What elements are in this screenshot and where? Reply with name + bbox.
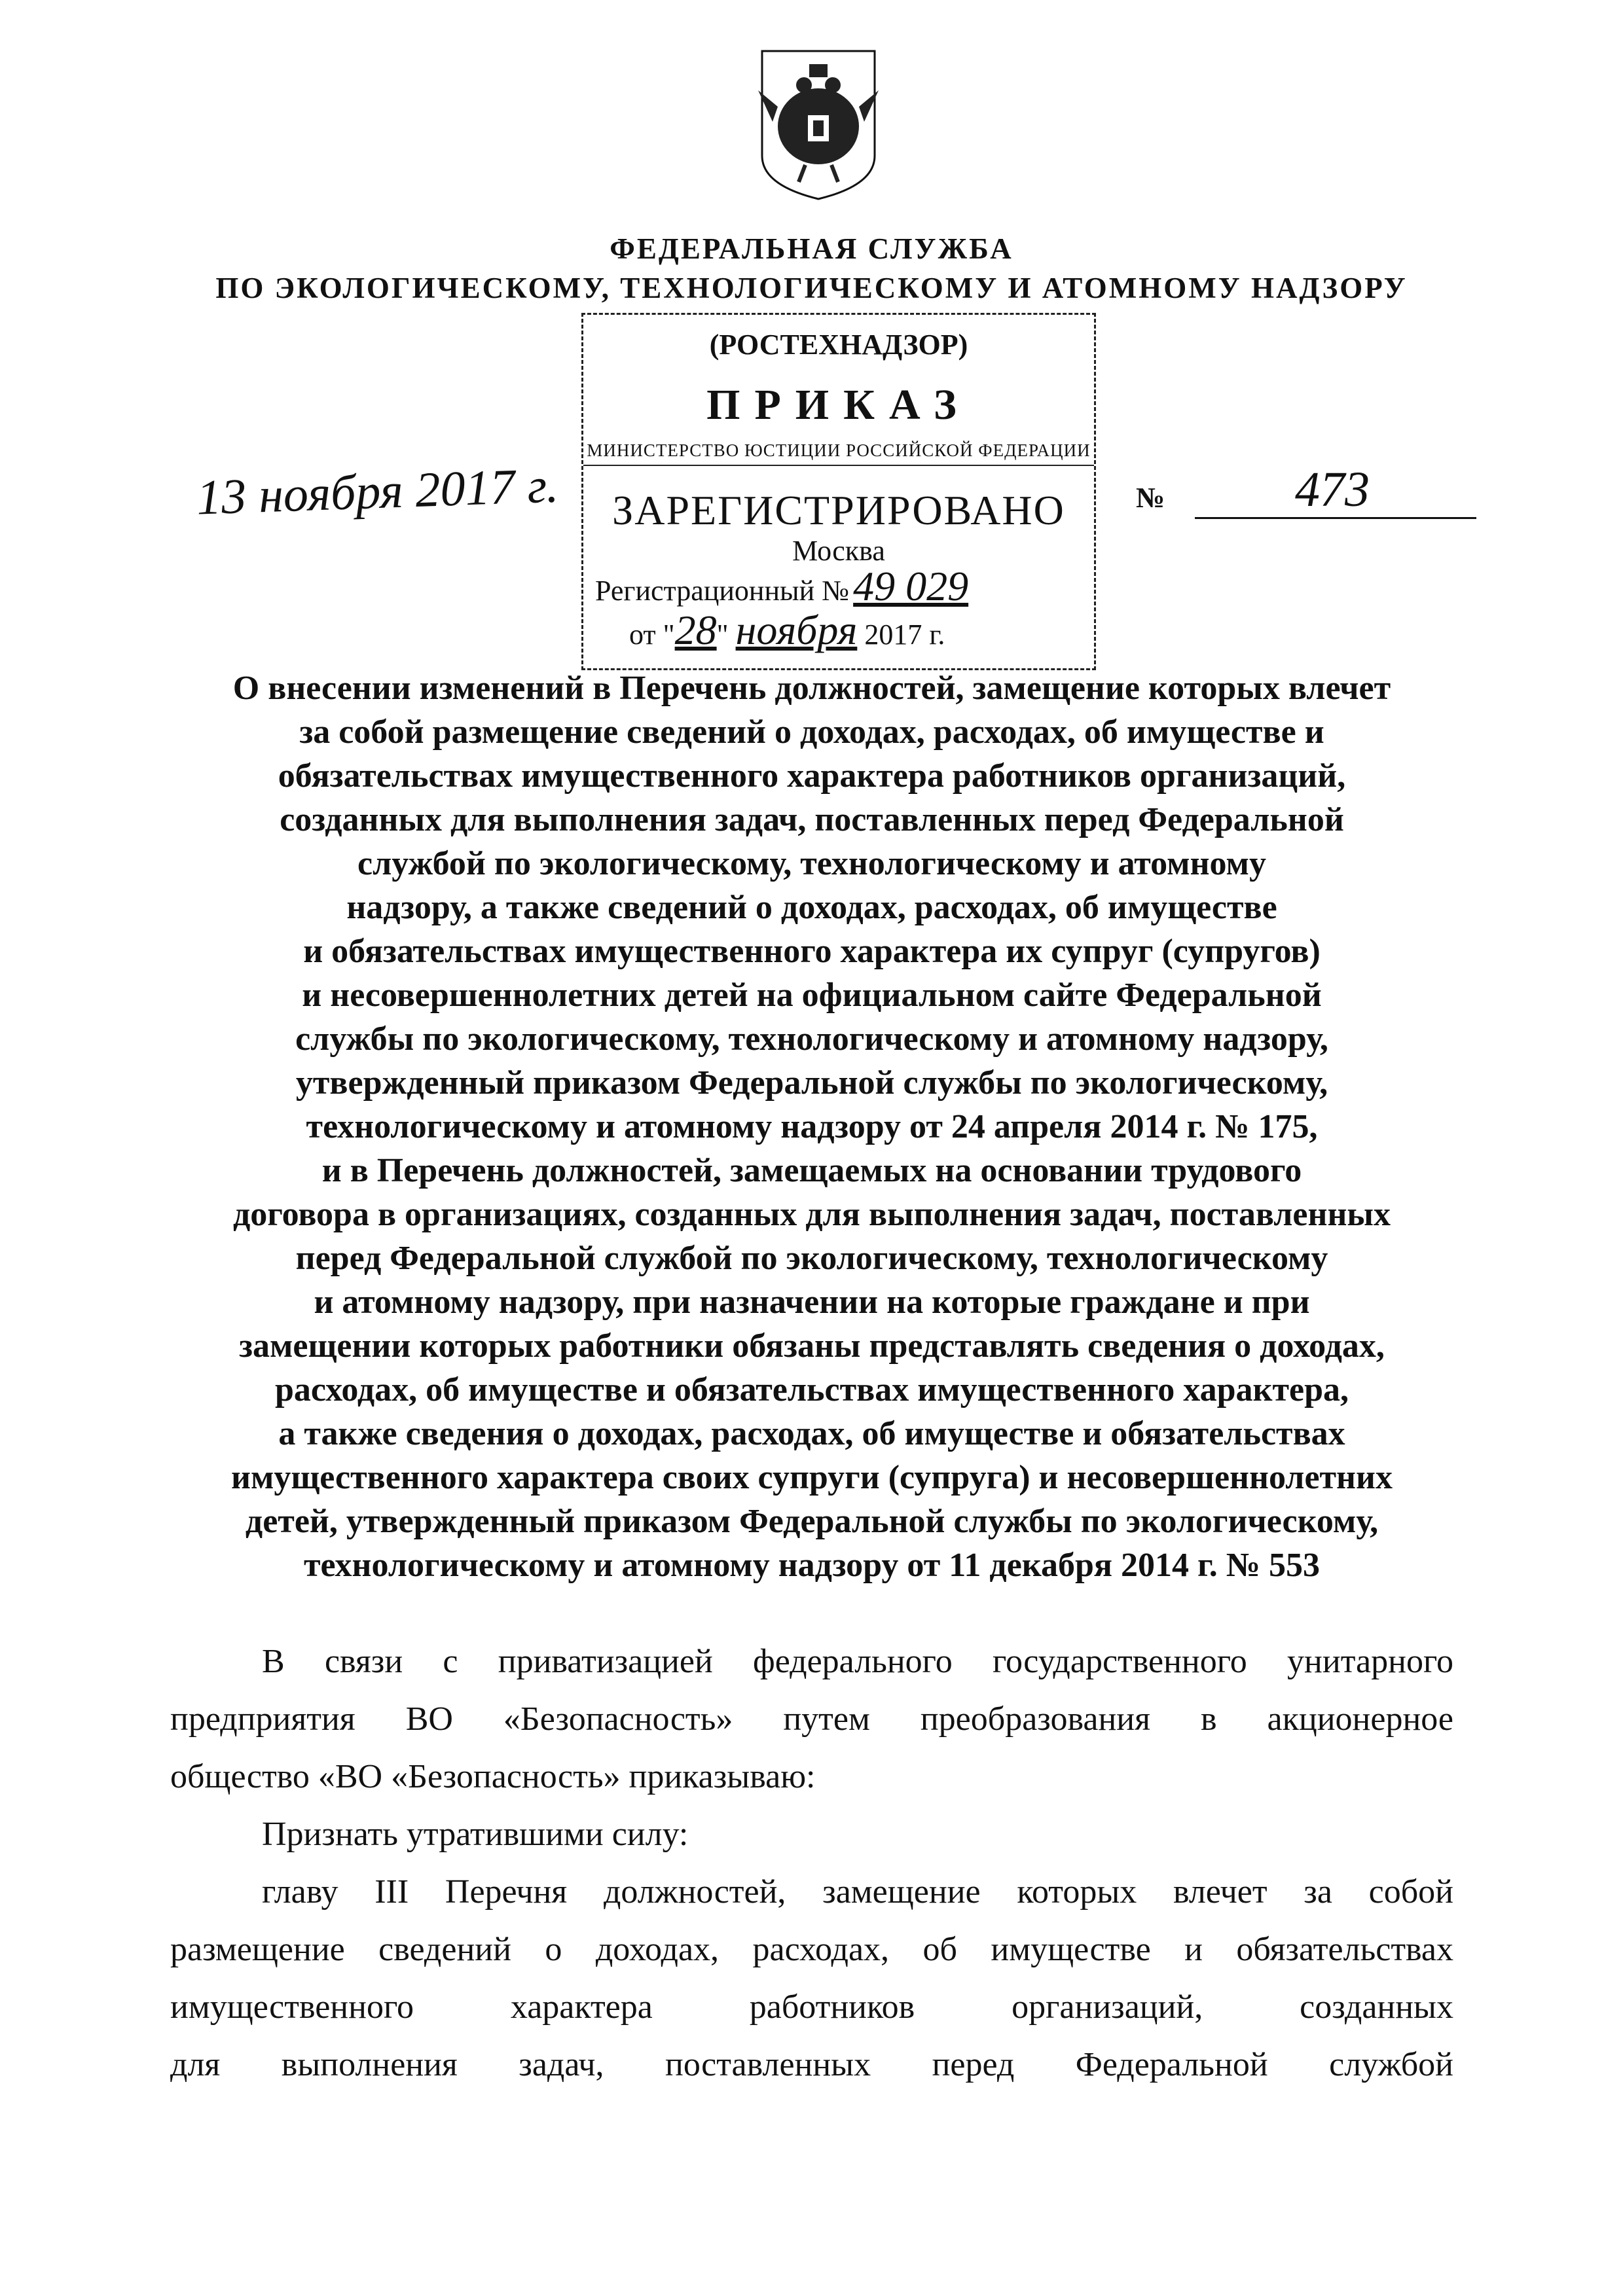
- order-number-label: №: [1136, 482, 1165, 514]
- title-line: детей, утвержденный приказом Федеральной службы по экологическому,: [245, 1503, 1379, 1540]
- title-line: технологическому и атомному надзору от 11 декабря 2014 г. № 553: [303, 1547, 1321, 1584]
- org-name-line-2: ПО ЭКОЛОГИЧЕСКОМУ, ТЕХНОЛОГИЧЕСКОМУ И АТОМНОМУ НАДЗОРУ: [215, 272, 1408, 304]
- title-line: а также сведения о доходах, расходах, об имуществе и обязательствах: [278, 1415, 1345, 1452]
- title-line: обязательствах имущественного характера работников организаций,: [278, 757, 1346, 795]
- russian-coat-of-arms-icon: [753, 45, 884, 202]
- title-line: надзору, а также сведений о доходах, расходах, об имуществе: [346, 889, 1277, 926]
- stamp-registration-date: [629, 606, 945, 655]
- title-line: технологическому и атомному надзору от 24 апреля 2014 г. № 175,: [306, 1108, 1318, 1145]
- body-line: имущественного характера работников организаций, созданных: [170, 1988, 1453, 2026]
- body-line: размещение сведений о доходах, расходах, об имуществе и обязательствах: [170, 1931, 1453, 1968]
- coat-of-arms-emblem: [753, 45, 884, 202]
- title-line: и в Перечень должностей, замещаемых на основании трудового: [321, 1152, 1302, 1189]
- stamp-date-mid: ": [716, 619, 736, 651]
- title-line: службой по экологическому, технологическому и атомному: [357, 845, 1266, 882]
- stamp-reg-label: Регистрационный №: [595, 575, 850, 607]
- body-line: общество «ВО «Безопасность» приказываю:: [170, 1758, 816, 1795]
- document-type-title: ПРИКАЗ: [706, 381, 971, 429]
- order-number: 473: [1295, 462, 1370, 517]
- order-title: [157, 666, 1467, 1587]
- body-line: для выполнения задач, поставленных перед Федеральной службой: [170, 2046, 1453, 2083]
- order-date: 13 ноября 2017 г.: [195, 457, 560, 526]
- title-line: перед Федеральной службой по экологическому, технологическому: [295, 1240, 1328, 1277]
- stamp-date-month: ноября: [735, 607, 858, 653]
- title-line: расходах, об имуществе и обязательствах имущественного характера,: [274, 1371, 1349, 1408]
- title-line: договора в организациях, созданных для выполнения задач, поставленных: [233, 1196, 1391, 1233]
- stamp-status: ЗАРЕГИСТРИРОВАНО: [612, 487, 1065, 533]
- stamp-date-prefix: от ": [629, 619, 675, 651]
- order-body: [170, 1633, 1453, 2094]
- title-line: и несовершеннолетних детей на официальном сайте Федеральной: [302, 977, 1322, 1014]
- stamp-reg-number: 49 029: [853, 563, 969, 609]
- title-line: за собой размещение сведений о доходах, расходах, об имуществе и: [299, 713, 1324, 751]
- org-abbreviation: (РОСТЕХНАДЗОР): [709, 329, 968, 361]
- body-line: В связи с приватизацией федерального государственного унитарного: [262, 1643, 1453, 1680]
- title-line: имущественного характера своих супруги (супруга) и несовершеннолетних: [231, 1459, 1393, 1496]
- title-line: замещении которых работники обязаны представлять сведения о доходах,: [239, 1327, 1385, 1365]
- stamp-city: Москва: [792, 535, 885, 567]
- order-number-underline: [1195, 517, 1476, 519]
- title-line: утвержденный приказом Федеральной службы по экологическому,: [295, 1064, 1328, 1102]
- stamp-registration-number: [595, 562, 968, 611]
- org-name-line-1: ФЕДЕРАЛЬНАЯ СЛУЖБА: [610, 232, 1013, 265]
- title-line: О внесении изменений в Перечень должностей, замещение которых влечет: [232, 670, 1391, 707]
- title-line: созданных для выполнения задач, поставленных перед Федеральной: [280, 801, 1344, 838]
- stamp-date-year: 2017 г.: [857, 619, 945, 651]
- title-line: и обязательствах имущественного характера их супруг (супругов): [303, 933, 1321, 970]
- body-line: главу III Перечня должностей, замещение которых влечет за собой: [262, 1873, 1453, 1910]
- stamp-ministry: МИНИСТЕРСТВО ЮСТИЦИИ РОССИЙСКОЙ ФЕДЕРАЦИИ: [583, 440, 1094, 466]
- stamp-date-day: 28: [674, 607, 717, 653]
- registration-stamp: [581, 313, 1096, 670]
- body-line: предприятия ВО «Безопасность» путем преобразования в акционерное: [170, 1700, 1453, 1738]
- title-line: и атомному надзору, при назначении на которые граждане и при: [314, 1283, 1310, 1321]
- body-line: Признать утратившими силу:: [262, 1816, 689, 1853]
- title-line: службы по экологическому, технологическому и атомному надзору,: [295, 1020, 1328, 1058]
